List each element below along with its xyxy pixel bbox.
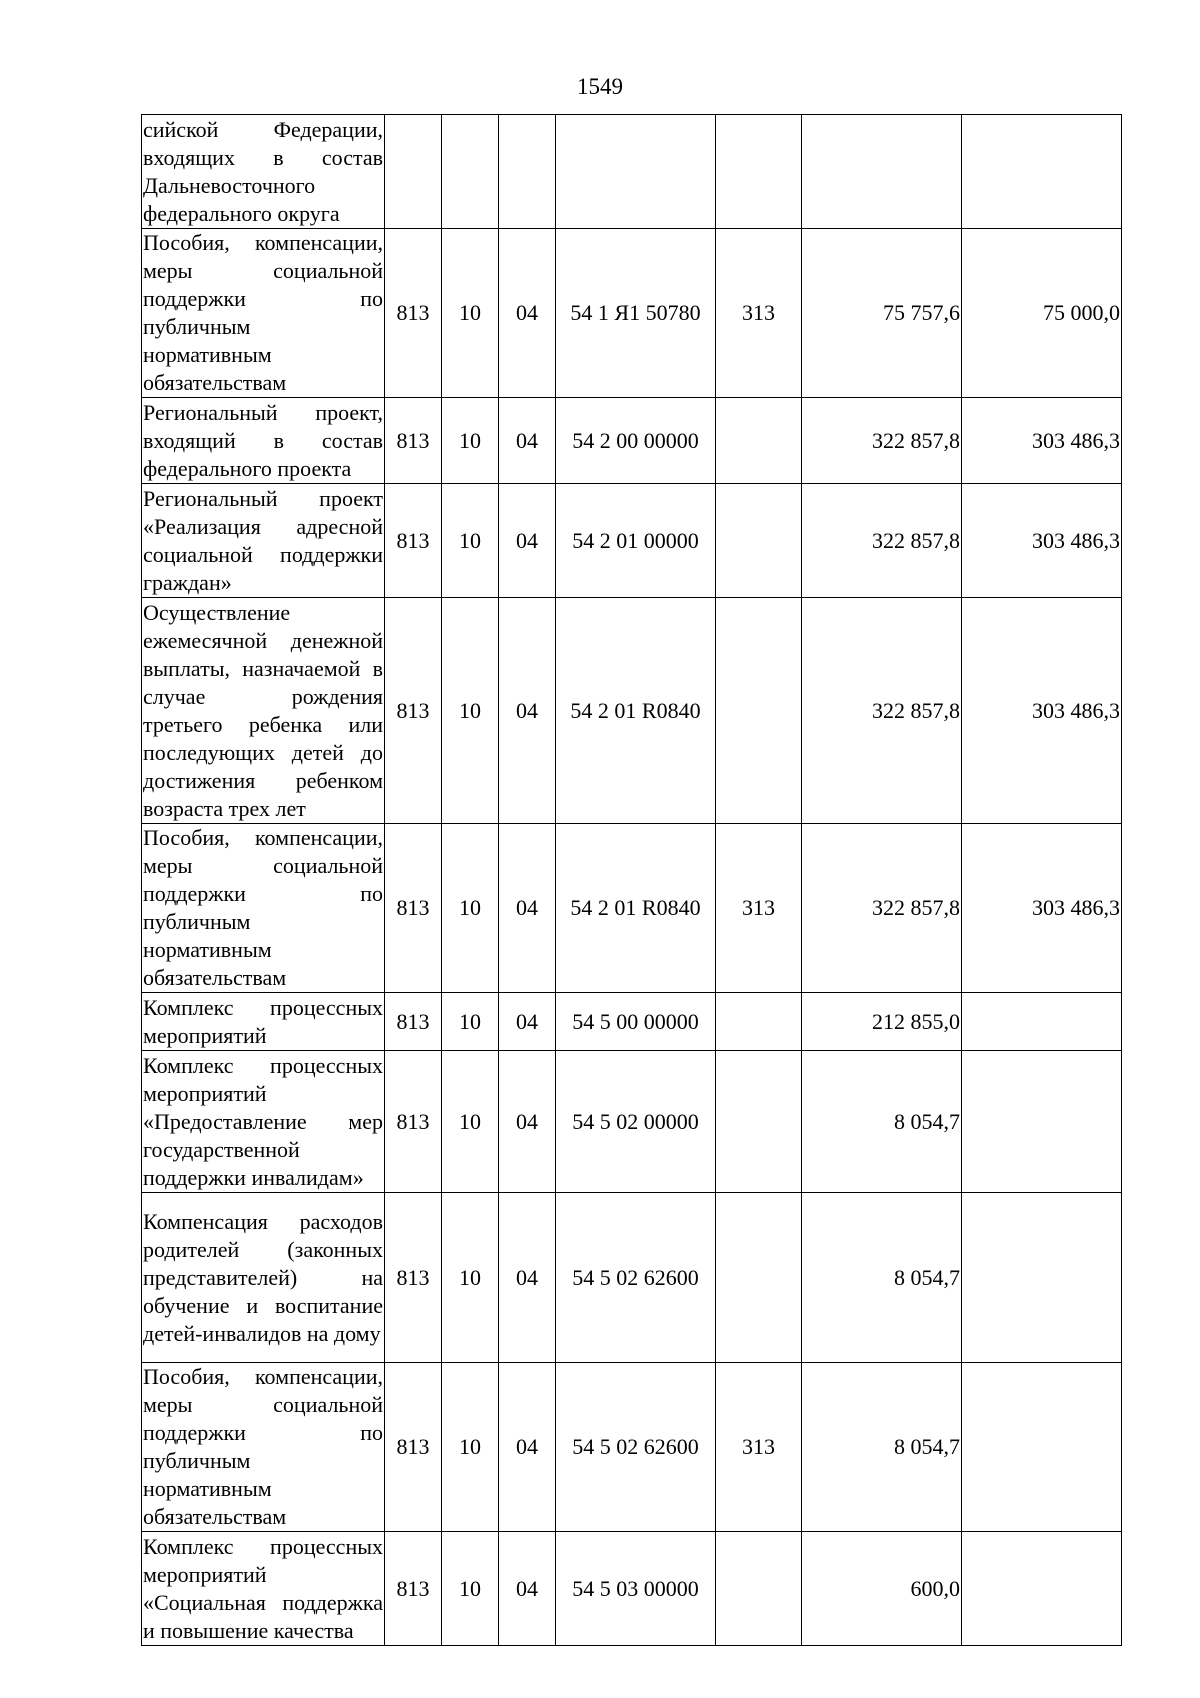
section-code-cell: 10 bbox=[442, 484, 499, 598]
expense-type-cell: 313 bbox=[716, 229, 802, 398]
amount-year1-cell: 322 857,8 bbox=[802, 398, 962, 484]
table-row bbox=[142, 1532, 1122, 1646]
table-row bbox=[142, 993, 1122, 1051]
expense-type-cell bbox=[716, 598, 802, 824]
amount-year1-cell bbox=[802, 115, 962, 229]
amount-year2-cell bbox=[962, 1193, 1122, 1363]
subsection-code-cell: 04 bbox=[499, 1532, 556, 1646]
section-code-cell: 10 bbox=[442, 1051, 499, 1193]
grbs-code-cell: 813 bbox=[385, 484, 442, 598]
subsection-code-cell: 04 bbox=[499, 1193, 556, 1363]
target-article-cell: 54 5 02 62600 bbox=[556, 1363, 716, 1532]
section-code-cell: 10 bbox=[442, 1363, 499, 1532]
amount-year1-cell: 212 855,0 bbox=[802, 993, 962, 1051]
amount-year2-cell: 75 000,0 bbox=[962, 229, 1122, 398]
section-code-cell: 10 bbox=[442, 993, 499, 1051]
target-article-cell: 54 5 02 00000 bbox=[556, 1051, 716, 1193]
table-row bbox=[142, 824, 1122, 993]
target-article-cell: 54 5 02 62600 bbox=[556, 1193, 716, 1363]
section-code-cell: 10 bbox=[442, 824, 499, 993]
grbs-code-cell: 813 bbox=[385, 398, 442, 484]
subsection-code-cell: 04 bbox=[499, 824, 556, 993]
subsection-code-cell: 04 bbox=[499, 598, 556, 824]
expense-type-cell: 313 bbox=[716, 1363, 802, 1532]
table-row bbox=[142, 1051, 1122, 1193]
amount-year1-cell: 322 857,8 bbox=[802, 824, 962, 993]
expense-type-cell bbox=[716, 484, 802, 598]
amount-year1-cell: 322 857,8 bbox=[802, 598, 962, 824]
section-code-cell: 10 bbox=[442, 1532, 499, 1646]
amount-year2-cell: 303 486,3 bbox=[962, 598, 1122, 824]
target-article-cell bbox=[556, 115, 716, 229]
amount-year1-cell: 8 054,7 bbox=[802, 1363, 962, 1532]
table-row bbox=[142, 1193, 1122, 1363]
expense-type-cell bbox=[716, 1193, 802, 1363]
row-name-cell: Региональный проект «Реализация адресной социальной поддержки граждан» bbox=[142, 484, 385, 598]
amount-year1-cell: 322 857,8 bbox=[802, 484, 962, 598]
amount-year2-cell bbox=[962, 993, 1122, 1051]
expense-type-cell bbox=[716, 993, 802, 1051]
grbs-code-cell: 813 bbox=[385, 824, 442, 993]
subsection-code-cell: 04 bbox=[499, 229, 556, 398]
target-article-cell: 54 5 00 00000 bbox=[556, 993, 716, 1051]
target-article-cell: 54 1 Я1 50780 bbox=[556, 229, 716, 398]
subsection-code-cell bbox=[499, 115, 556, 229]
row-name-cell: Пособия, компенсации, меры социальной поддержки по публичным нормативным обязательствам bbox=[142, 1363, 385, 1532]
row-name-cell: Компенсация расходов родителей (законных представителей) на обучение и воспитание детей-инвалидов на дому bbox=[142, 1193, 385, 1363]
grbs-code-cell bbox=[385, 115, 442, 229]
page-number: 1549 bbox=[577, 74, 623, 99]
target-article-cell: 54 2 00 00000 bbox=[556, 398, 716, 484]
target-article-cell: 54 2 01 00000 bbox=[556, 484, 716, 598]
amount-year2-cell: 303 486,3 bbox=[962, 398, 1122, 484]
row-name-cell: Комплекс процессных мероприятий «Предоставление мер государственной поддержки инвалидам» bbox=[142, 1051, 385, 1193]
section-code-cell bbox=[442, 115, 499, 229]
subsection-code-cell: 04 bbox=[499, 484, 556, 598]
grbs-code-cell: 813 bbox=[385, 229, 442, 398]
grbs-code-cell: 813 bbox=[385, 1193, 442, 1363]
amount-year2-cell bbox=[962, 115, 1122, 229]
amount-year1-cell: 8 054,7 bbox=[802, 1051, 962, 1193]
table-row bbox=[142, 229, 1122, 398]
amount-year2-cell bbox=[962, 1051, 1122, 1193]
expense-type-cell bbox=[716, 1532, 802, 1646]
expense-type-cell bbox=[716, 115, 802, 229]
table-row bbox=[142, 598, 1122, 824]
subsection-code-cell: 04 bbox=[499, 1051, 556, 1193]
row-name-cell: сийской Федерации, входящих в состав Дальневосточного федерального округа bbox=[142, 115, 385, 229]
expense-type-cell bbox=[716, 1051, 802, 1193]
expense-type-cell bbox=[716, 398, 802, 484]
target-article-cell: 54 5 03 00000 bbox=[556, 1532, 716, 1646]
row-name-cell: Комплекс процессных мероприятий bbox=[142, 993, 385, 1051]
subsection-code-cell: 04 bbox=[499, 993, 556, 1051]
grbs-code-cell: 813 bbox=[385, 598, 442, 824]
row-name-cell: Региональный проект, входящий в состав федерального проекта bbox=[142, 398, 385, 484]
table-row bbox=[142, 484, 1122, 598]
table-row bbox=[142, 1363, 1122, 1532]
table-row bbox=[142, 115, 1122, 229]
grbs-code-cell: 813 bbox=[385, 1532, 442, 1646]
amount-year2-cell bbox=[962, 1363, 1122, 1532]
amount-year2-cell: 303 486,3 bbox=[962, 824, 1122, 993]
expense-type-cell: 313 bbox=[716, 824, 802, 993]
row-name-cell: Комплекс процессных мероприятий «Социальная поддержка и повышение качества bbox=[142, 1532, 385, 1646]
section-code-cell: 10 bbox=[442, 398, 499, 484]
section-code-cell: 10 bbox=[442, 598, 499, 824]
amount-year1-cell: 75 757,6 bbox=[802, 229, 962, 398]
table-row bbox=[142, 398, 1122, 484]
row-name-cell: Пособия, компенсации, меры социальной поддержки по публичным нормативным обязательствам bbox=[142, 229, 385, 398]
amount-year1-cell: 8 054,7 bbox=[802, 1193, 962, 1363]
subsection-code-cell: 04 bbox=[499, 1363, 556, 1532]
section-code-cell: 10 bbox=[442, 229, 499, 398]
target-article-cell: 54 2 01 R0840 bbox=[556, 598, 716, 824]
section-code-cell: 10 bbox=[442, 1193, 499, 1363]
subsection-code-cell: 04 bbox=[499, 398, 556, 484]
amount-year2-cell bbox=[962, 1532, 1122, 1646]
row-name-cell: Осуществление ежемесячной денежной выплаты, назначаемой в случае рождения третьего ребенка или последующих детей до достижения ребенком возраста трех лет bbox=[142, 598, 385, 824]
grbs-code-cell: 813 bbox=[385, 1363, 442, 1532]
budget-table bbox=[141, 114, 1122, 1646]
row-name-cell: Пособия, компенсации, меры социальной поддержки по публичным нормативным обязательствам bbox=[142, 824, 385, 993]
grbs-code-cell: 813 bbox=[385, 993, 442, 1051]
grbs-code-cell: 813 bbox=[385, 1051, 442, 1193]
amount-year2-cell: 303 486,3 bbox=[962, 484, 1122, 598]
target-article-cell: 54 2 01 R0840 bbox=[556, 824, 716, 993]
amount-year1-cell: 600,0 bbox=[802, 1532, 962, 1646]
